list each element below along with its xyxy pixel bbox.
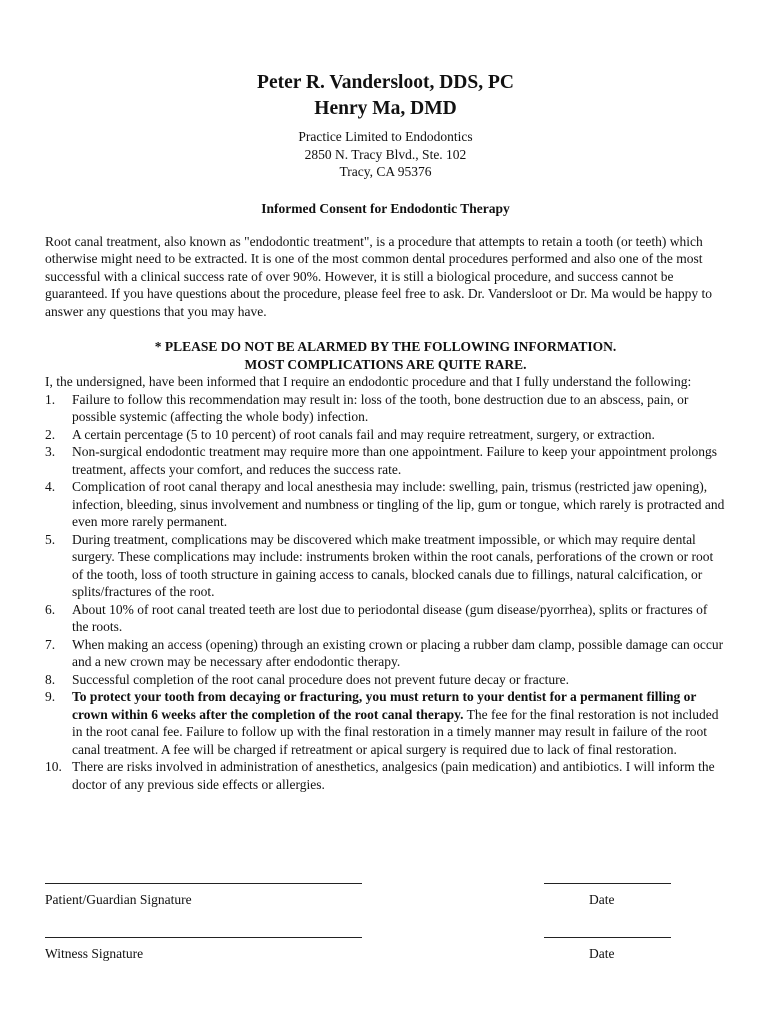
item-number: 3.	[45, 444, 56, 459]
patient-signature-label: Patient/Guardian Signature	[45, 892, 192, 907]
list-item	[45, 391, 726, 426]
risk-list	[45, 391, 726, 794]
list-item	[45, 758, 726, 793]
practice-specialty: Practice Limited to Endodontics	[298, 129, 473, 144]
warning-line-2: MOST COMPLICATIONS ARE QUITE RARE.	[244, 356, 527, 372]
item-number: 1.	[45, 391, 56, 407]
patient-date-line[interactable]	[544, 883, 671, 884]
list-item	[45, 671, 726, 689]
item-bold-text: To protect your tooth from decaying or fracturing, you must return to your dentist for a permanent filling or crown within 6 weeks after the completion of the root canal therapy.	[72, 689, 697, 722]
witness-signature-row	[45, 937, 726, 991]
item-text: Successful completion of the root canal procedure does not prevent future decay or fracture.	[72, 671, 570, 687]
list-item	[45, 531, 726, 601]
intro-paragraph: Root canal treatment, also known as "endodontic treatment", is a procedure that attempts to retain a tooth (or teeth) which otherwise might need to be extracted. It is one of the most common dental procedures performed and also one of the most successful with a clinical success rate of over 90%. However, it is still a biological procedure, and success cannot be guaranteed. If you have questions about the procedure, please feel free to ask. Dr. Vandersloot or Dr. Ma would be happy to answer any questions that you may have.	[45, 233, 713, 319]
item-text: Non-surgical endodontic treatment may require more than one appointment. Failure to keep your appointment prolongs treatment, affects your comfort, and reduces the success rate.	[72, 444, 717, 477]
item-number: 6.	[45, 601, 56, 617]
item-number: 2.	[45, 426, 56, 442]
item-text: When making an access (opening) through an existing crown or placing a rubber dam clamp, possible damage can occur and a new crown may be necessary after endodontic therapy.	[72, 636, 724, 669]
warning-notice	[45, 338, 726, 373]
item-text: There are risks involved in administration of anesthetics, analgesics (pain medication) and antibiotics. I will inform the doctor of any previous side effects or allergies.	[72, 759, 715, 792]
warning-line-1: * PLEASE DO NOT BE ALARMED BY THE FOLLOWING INFORMATION.	[154, 339, 617, 354]
list-item	[45, 688, 726, 758]
item-number: 7.	[45, 636, 56, 652]
item-text: The fee for the final restoration is not included in the root canal fee. Failure to follow up with the final restoration in a timely manner may result in failure of the root canal treatment. A fee will be charged if retreatment or apical surgery is required due to lack of final restoration.	[72, 706, 719, 757]
list-item	[45, 636, 726, 671]
address-line-2: Tracy, CA 95376	[339, 164, 432, 179]
list-item	[45, 478, 726, 531]
item-number: 8.	[45, 671, 56, 687]
item-text: About 10% of root canal treated teeth are lost due to periodontal disease (gum disease/pyorrhea), splits or fractures of the roots.	[72, 601, 708, 634]
list-item	[45, 443, 726, 478]
item-number: 5.	[45, 531, 56, 547]
item-text: During treatment, complications may be discovered which make treatment impossible, or which may require dental surgery. These complications may include: instruments broken within the root canals, perforations of the crown or root of the tooth, loss of tooth structure in gaining access to canals, blocked canals due to fillings, natural calcification, or splits/fractures of the root.	[72, 531, 714, 599]
list-item	[45, 426, 726, 444]
acknowledgement-lead: I, the undersigned, have been informed that I require an endodontic procedure and that I fully understand the following:	[45, 374, 692, 389]
item-number: 10.	[45, 759, 62, 774]
letterhead	[45, 0, 726, 181]
patient-date-label: Date	[589, 892, 615, 907]
item-text: Complication of root canal therapy and local anesthesia may include: swelling, pain, trismus (restricted jaw opening), infection, bleeding, sinus involvement and numbness or tingling of the lip, gum or tongue, which rarely is protracted and even more rarely permanent.	[72, 479, 725, 529]
patient-signature-line[interactable]	[45, 883, 362, 884]
witness-signature-line[interactable]	[45, 937, 362, 938]
doctor-name-1: Peter R. Vandersloot, DDS, PC	[257, 72, 514, 93]
doctor-name-2: Henry Ma, DMD	[314, 98, 457, 119]
witness-date-line[interactable]	[544, 937, 671, 938]
item-text: Failure to follow this recommendation may result in: loss of the tooth, bone destruction due to an abscess, pain, or possible systemic (affecting the whole body) infection.	[72, 391, 689, 424]
signature-section	[45, 883, 726, 991]
address-line-1: 2850 N. Tracy Blvd., Ste. 102	[304, 146, 467, 162]
patient-signature-row	[45, 883, 726, 937]
document-title: Informed Consent for Endodontic Therapy	[261, 200, 510, 216]
witness-signature-label: Witness Signature	[45, 946, 144, 961]
item-number: 9.	[45, 689, 56, 704]
list-item	[45, 601, 726, 636]
item-number: 4.	[45, 479, 56, 494]
item-text: A certain percentage (5 to 10 percent) of root canals fail and may require retreatment, surgery, or extraction.	[72, 426, 655, 442]
witness-date-label: Date	[589, 946, 615, 961]
